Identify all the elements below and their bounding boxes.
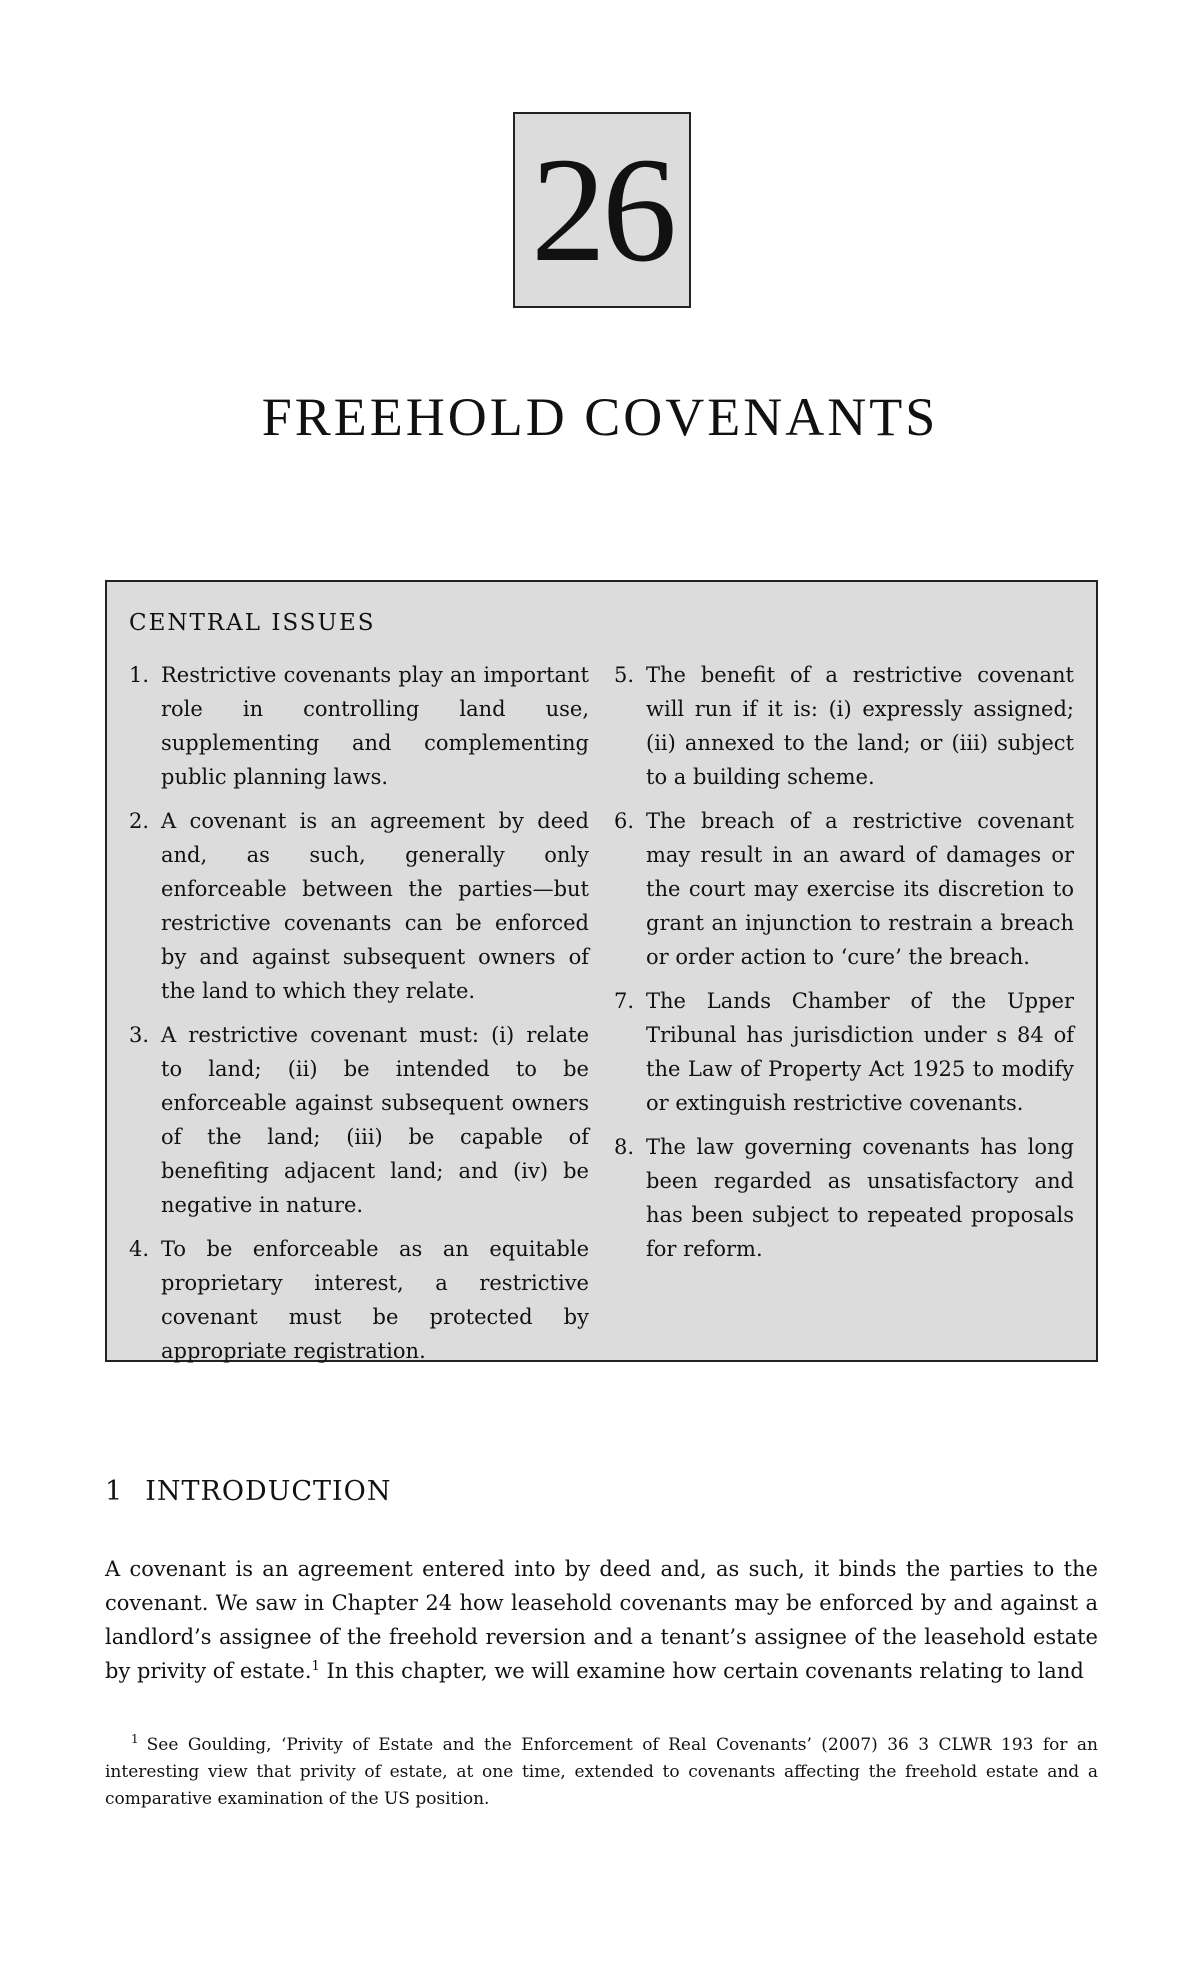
- central-issue-text: The Lands Chamber of the Upper Tribunal has jurisdiction under s 84 of the Law of Property Act 1925 to modify or extinguish restrictive covenants.: [646, 989, 1074, 1115]
- central-issue-number: 1.: [129, 663, 150, 687]
- central-issue-item: [614, 984, 1074, 1120]
- central-issue-item: [129, 1018, 589, 1222]
- central-issue-number: 5.: [614, 663, 635, 687]
- section-heading: [105, 1476, 391, 1507]
- central-issues-right-column: [614, 658, 1074, 1378]
- central-issue-number: 3.: [129, 1023, 150, 1047]
- section-number: 1: [105, 1476, 124, 1507]
- central-issue-item: [129, 1232, 589, 1368]
- chapter-number-box: [513, 112, 691, 308]
- central-issue-number: 7.: [614, 989, 635, 1013]
- central-issue-number: 8.: [614, 1135, 635, 1159]
- central-issue-item: [614, 804, 1074, 974]
- central-issue-item: [129, 804, 589, 1008]
- central-issue-text: The benefit of a restrictive covenant will run if it is: (i) expressly assigned; (ii) annexed to the land; or (iii) subject to a building scheme.: [646, 663, 1074, 789]
- central-issue-text: Restrictive covenants play an important role in controlling land use, supplementing and complementing public planning laws.: [161, 663, 589, 789]
- central-issue-number: 2.: [129, 809, 150, 833]
- footnote-reference[interactable]: 1: [311, 1659, 320, 1674]
- footnote-number: 1: [131, 1732, 139, 1747]
- central-issue-item: [614, 1130, 1074, 1266]
- chapter-title: FREEHOLD COVENANTS: [261, 387, 939, 447]
- central-issue-number: 4.: [129, 1237, 150, 1261]
- central-issue-text: A covenant is an agreement by deed and, as such, generally only enforceable between the parties—but restrictive covenants can be enforced by and against subsequent owners of the land to which they relate.: [161, 809, 589, 1003]
- central-issue-text: A restrictive covenant must: (i) relate to land; (ii) be intended to be enforceable against subsequent owners of the land; (iii) be capable of benefiting adjacent land; and (iv) be negative in nature.: [161, 1023, 589, 1217]
- central-issue-item: [129, 658, 589, 794]
- central-issues-left-column: [129, 658, 589, 1378]
- introduction-paragraph: [105, 1552, 1098, 1688]
- central-issues-box: [105, 580, 1098, 1362]
- central-issue-text: The law governing covenants has long been regarded as unsatisfactory and has been subject to repeated proposals for reform.: [646, 1135, 1074, 1261]
- paragraph-text-after-footnote: In this chapter, we will examine how certain covenants relating to land: [319, 1659, 1084, 1683]
- paragraph-text-before-footnote: A covenant is an agreement entered into by deed and, as such, it binds the parties to the covenant. We saw in Chapter 24 how leasehold covenants may be enforced by and against a landlord’s assignee of the freehold reversion and a tenant’s assignee of the leasehold estate by privity of estate.: [105, 1557, 1098, 1683]
- chapter-number: 26: [531, 127, 673, 293]
- central-issue-item: [614, 658, 1074, 794]
- central-issue-text: To be enforceable as an equitable proprietary interest, a restrictive covenant must be protected by appropriate registration.: [161, 1237, 589, 1363]
- section-title: INTRODUCTION: [145, 1476, 392, 1507]
- central-issue-number: 6.: [614, 809, 635, 833]
- central-issues-columns: [129, 658, 1074, 1378]
- central-issue-text: The breach of a restrictive covenant may result in an award of damages or the court may exercise its discretion to grant an injunction to restrain a breach or order action to ‘cure’ the breach.: [646, 809, 1074, 969]
- central-issues-heading: CENTRAL ISSUES: [129, 610, 376, 636]
- footnote-text: See Goulding, ‘Privity of Estate and the Enforcement of Real Covenants’ (2007) 36 3 CLWR 193 for an interesting view that privity of estate, at one time, extended to covenants affecting the freehold estate and a comparative examination of the US position.: [105, 1735, 1098, 1809]
- footnote: [105, 1732, 1098, 1813]
